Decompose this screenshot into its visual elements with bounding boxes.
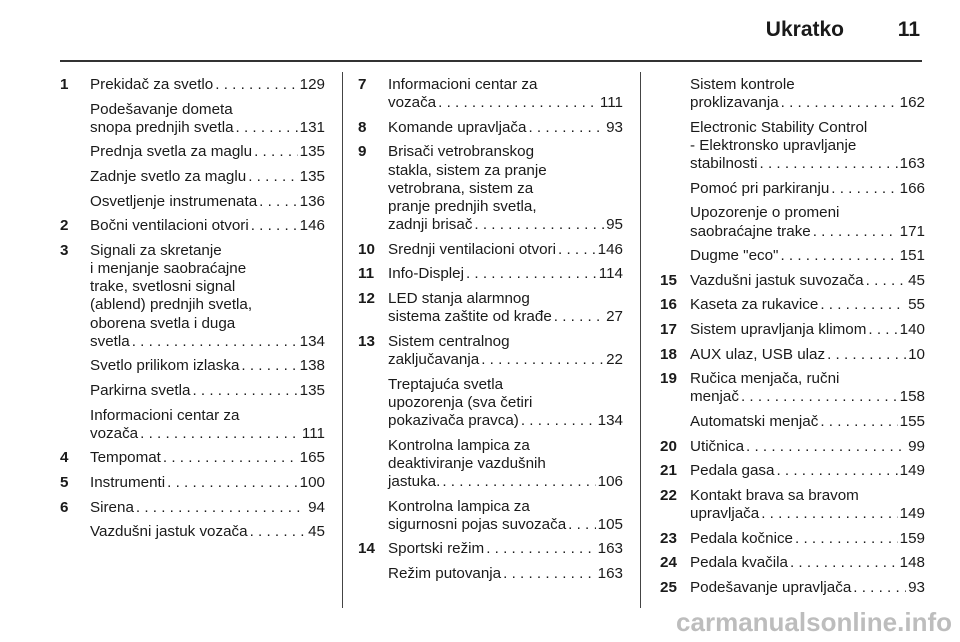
entry-text: Signali za skretanje	[90, 241, 222, 259]
entry-text: trake, svetlosni signal	[90, 278, 236, 296]
index-entry[interactable]	[660, 180, 925, 198]
page-reference[interactable]: 134	[299, 332, 325, 350]
index-column-1	[60, 76, 325, 548]
page-reference[interactable]: 146	[597, 240, 623, 258]
index-entry[interactable]	[660, 76, 925, 112]
entry-text: snopa prednjih svetla	[90, 118, 234, 136]
dot-leader	[132, 333, 298, 351]
section-title: Ukratko	[765, 18, 844, 41]
item-number: 19	[660, 370, 677, 388]
index-entry[interactable]	[60, 523, 325, 541]
index-entry[interactable]	[60, 193, 325, 211]
dot-leader	[866, 272, 906, 290]
page-reference[interactable]: 22	[606, 350, 623, 368]
entry-text: Zadnje svetlo za maglu	[90, 167, 247, 185]
entry-text: Vazdušni jastuk suvozača	[690, 271, 864, 289]
page-reference[interactable]: 135	[299, 167, 325, 185]
page-reference[interactable]: 114	[598, 265, 623, 283]
index-entry[interactable]	[358, 333, 623, 369]
entry-text: stabilnosti	[690, 155, 758, 173]
item-number: 13	[358, 332, 375, 350]
dot-leader	[254, 143, 298, 161]
dot-leader	[558, 241, 596, 259]
item-number: 11	[358, 265, 375, 283]
page-reference[interactable]: 163	[597, 564, 623, 582]
page-number: 11	[897, 18, 920, 41]
dot-leader	[528, 119, 604, 137]
entry-text: Vazdušni jastuk vozača	[90, 523, 248, 541]
index-entry[interactable]	[660, 296, 925, 314]
page-reference[interactable]: 94	[308, 498, 325, 516]
entry-text: stakla, sistem za pranje	[388, 161, 547, 179]
item-number: 5	[60, 473, 69, 491]
dot-leader	[827, 346, 906, 364]
dot-leader	[853, 579, 906, 597]
index-entry[interactable]	[358, 290, 623, 326]
page-reference[interactable]: 134	[597, 411, 623, 429]
page-reference[interactable]: 148	[899, 554, 925, 572]
entry-text: Sirena	[90, 498, 134, 516]
entry-text: AUX ulaz, USB ulaz	[690, 345, 826, 363]
page-reference[interactable]: 155	[899, 412, 925, 430]
page-header	[0, 18, 960, 48]
dot-leader	[236, 119, 298, 137]
dot-leader	[780, 247, 897, 265]
item-number: 4	[60, 449, 69, 467]
index-entry[interactable]	[660, 204, 925, 240]
entry-text: Kaseta za rukavice	[690, 296, 819, 314]
dot-leader	[136, 499, 306, 517]
page-reference[interactable]: 27	[606, 308, 623, 326]
entry-text: jastuka.	[388, 472, 441, 490]
entry-text: vetrobrana, sistem za	[388, 179, 534, 197]
page-reference[interactable]: 111	[301, 424, 325, 442]
index-entry[interactable]	[60, 143, 325, 161]
entry-text: Komande upravljača	[388, 118, 527, 136]
page-reference[interactable]: 111	[599, 94, 623, 112]
item-number: 8	[358, 118, 367, 136]
page-reference[interactable]: 10	[908, 345, 925, 363]
dot-leader	[140, 425, 300, 443]
entry-text: pokazivača pravca)	[388, 411, 519, 429]
item-number: 14	[358, 540, 375, 558]
entry-text: Pedala kvačila	[690, 554, 788, 572]
index-entry[interactable]	[60, 499, 325, 517]
item-number: 10	[358, 240, 375, 258]
entry-text: Brisači vetrobranskog	[388, 143, 535, 161]
column-divider	[640, 72, 641, 608]
item-number: 12	[358, 289, 375, 307]
dot-leader	[442, 473, 595, 491]
dot-leader	[761, 505, 897, 523]
index-column-3	[660, 76, 925, 603]
entry-text: (ablend) prednjih svetla,	[90, 296, 253, 314]
index-entry[interactable]	[660, 487, 925, 523]
index-entry[interactable]	[660, 530, 925, 548]
entry-text: Treptajuća svetla	[388, 375, 504, 393]
entry-text: Prekidač za svetlo	[90, 76, 214, 93]
index-entry[interactable]	[660, 438, 925, 456]
dot-leader	[831, 180, 897, 198]
page-reference[interactable]: 163	[899, 155, 925, 173]
index-entry[interactable]	[660, 554, 925, 572]
entry-text: Parkirna svetla	[90, 381, 191, 399]
dot-leader	[466, 265, 597, 283]
index-entry[interactable]	[60, 242, 325, 351]
entry-text: Pedala kočnice	[690, 529, 794, 547]
header-rule	[60, 60, 922, 62]
dot-leader	[746, 438, 906, 456]
page-reference[interactable]: 163	[597, 540, 623, 558]
page-reference[interactable]: 149	[899, 462, 925, 480]
page-reference[interactable]: 158	[899, 388, 925, 406]
index-entry[interactable]	[358, 76, 623, 112]
page-reference[interactable]: 55	[908, 296, 925, 314]
page-reference[interactable]: 151	[899, 247, 925, 265]
page-reference[interactable]: 45	[908, 271, 925, 289]
index-entry[interactable]	[660, 370, 925, 406]
entry-text: Osvetljenje instrumenata	[90, 192, 258, 210]
index-entry[interactable]	[358, 119, 623, 137]
item-number: 2	[60, 217, 69, 235]
entry-text: Podešavanje dometa	[90, 100, 233, 118]
index-entry[interactable]	[660, 413, 925, 431]
entry-text: Svetlo prilikom izlaska	[90, 357, 240, 375]
entry-text: svetla	[90, 332, 130, 350]
entry-text: upravljača	[690, 504, 760, 522]
index-entry[interactable]	[358, 143, 623, 234]
entry-text: menjač	[690, 388, 739, 406]
index-entry[interactable]	[60, 382, 325, 400]
dot-leader	[241, 357, 297, 375]
item-number: 9	[358, 143, 367, 161]
index-entry[interactable]	[660, 119, 925, 174]
index-column-2	[358, 76, 623, 590]
entry-text: Srednji ventilacioni otvori	[388, 240, 556, 258]
index-entry[interactable]	[60, 407, 325, 443]
watermark: carmanualsonline.info	[676, 607, 952, 637]
dot-leader	[503, 565, 596, 583]
page-reference[interactable]: 135	[299, 143, 325, 161]
dot-leader	[820, 296, 906, 314]
page-reference[interactable]: 100	[299, 473, 325, 491]
index-entry[interactable]	[660, 321, 925, 339]
item-number: 6	[60, 498, 69, 516]
page-reference[interactable]: 136	[299, 192, 325, 210]
page-reference[interactable]: 146	[299, 217, 325, 235]
entry-text: Sistem upravljanja klimom	[690, 320, 867, 338]
index-entry[interactable]	[358, 540, 623, 558]
page-reference[interactable]: 106	[597, 472, 623, 490]
page-reference[interactable]: 95	[606, 216, 623, 234]
entry-text: Automatski menjač	[690, 412, 819, 430]
index-entry[interactable]	[60, 449, 325, 467]
entry-text: LED stanja alarmnog	[388, 289, 530, 307]
entry-text: Bočni ventilacioni otvori	[90, 217, 249, 235]
entry-text: deaktiviranje vazdušnih	[388, 454, 546, 472]
item-number: 18	[660, 345, 677, 363]
index-entry[interactable]	[358, 376, 623, 431]
dot-leader	[795, 530, 898, 548]
item-number: 24	[660, 554, 677, 572]
entry-text: vozača	[388, 94, 437, 112]
dot-leader	[741, 388, 898, 406]
index-entry[interactable]	[660, 247, 925, 265]
item-number: 22	[660, 486, 677, 504]
entry-text: oborena svetla i duga	[90, 314, 236, 332]
page-reference[interactable]: 131	[299, 118, 325, 136]
item-number: 25	[660, 578, 677, 596]
page-reference[interactable]: 165	[299, 449, 325, 467]
entry-text: Info-Displej	[388, 265, 464, 283]
item-number: 17	[660, 320, 677, 338]
item-number: 1	[60, 76, 69, 93]
entry-text: Tempomat	[90, 449, 161, 467]
item-number: 16	[660, 296, 677, 314]
item-number: 21	[660, 462, 677, 480]
item-number: 3	[60, 241, 69, 259]
index-entry[interactable]	[60, 168, 325, 186]
item-number: 7	[358, 76, 367, 93]
dot-leader	[251, 217, 298, 235]
dot-leader	[781, 94, 898, 112]
entry-text: Electronic Stability Control	[690, 118, 868, 136]
dot-leader	[163, 449, 298, 467]
index-entry[interactable]	[60, 76, 325, 94]
page-reference[interactable]: 99	[908, 437, 925, 455]
dot-leader	[248, 168, 297, 186]
entry-text: zadnji brisač	[388, 216, 473, 234]
index-entry[interactable]	[358, 565, 623, 583]
index-entry[interactable]	[660, 272, 925, 290]
page-reference[interactable]: 105	[597, 515, 623, 533]
entry-text: saobraćajne trake	[690, 222, 811, 240]
entry-text: Utičnica	[690, 437, 745, 455]
entry-text: Dugme "eco"	[690, 247, 779, 265]
entry-text: Sportski režim	[388, 540, 485, 558]
page-reference[interactable]: 129	[299, 76, 325, 93]
entry-text: vozača	[90, 424, 139, 442]
page-reference[interactable]: 93	[908, 578, 925, 596]
entry-text: sigurnosni pojas suvozača	[388, 515, 567, 533]
dot-leader	[820, 413, 897, 431]
entry-text: Pomoć pri parkiranju	[690, 179, 830, 197]
dot-leader	[813, 223, 898, 241]
index-entry[interactable]	[60, 101, 325, 137]
entry-text: Kontrolna lampica za	[388, 497, 530, 515]
index-entry[interactable]	[358, 498, 623, 534]
entry-text: Podešavanje upravljača	[690, 578, 852, 596]
entry-text: Kontrolna lampica za	[388, 436, 530, 454]
page-reference[interactable]: 135	[299, 381, 325, 399]
entry-text: Sistem centralnog	[388, 332, 510, 350]
page-reference[interactable]: 166	[899, 179, 925, 197]
column-divider	[342, 72, 343, 608]
index-entry[interactable]	[60, 474, 325, 492]
item-number: 23	[660, 529, 677, 547]
index-entry[interactable]	[358, 241, 623, 259]
entry-text: sistema zaštite od krađe	[388, 308, 552, 326]
entry-text: i menjanje saobraćajne	[90, 259, 247, 277]
index-entry[interactable]	[60, 357, 325, 375]
item-number: 20	[660, 437, 677, 455]
entry-text: pranje prednjih svetla,	[388, 198, 537, 215]
index-entry[interactable]	[660, 462, 925, 480]
entry-text: Upozorenje o promeni	[690, 204, 840, 222]
dot-leader	[760, 155, 898, 173]
page-reference[interactable]: 171	[899, 222, 925, 240]
page-reference[interactable]: 140	[899, 320, 925, 338]
index-entry[interactable]	[660, 579, 925, 597]
index-entry[interactable]	[358, 437, 623, 492]
entry-text: zaključavanja	[388, 350, 480, 368]
entry-text: Pedala gasa	[690, 462, 775, 480]
index-entry[interactable]	[60, 217, 325, 235]
entry-text: Ručica menjača, ručni	[690, 370, 840, 388]
dot-leader	[486, 540, 595, 558]
entry-text: Instrumenti	[90, 473, 166, 491]
dot-leader	[259, 193, 298, 211]
page-reference[interactable]: 45	[308, 523, 325, 541]
page-reference[interactable]: 162	[899, 94, 925, 112]
dot-leader	[438, 94, 598, 112]
page-reference[interactable]: 93	[606, 118, 623, 136]
entry-text: Sistem kontrole	[690, 76, 795, 93]
dot-leader	[521, 412, 596, 430]
dot-leader	[568, 516, 596, 534]
entry-text: Režim putovanja	[388, 564, 502, 582]
index-entry[interactable]	[358, 265, 623, 283]
entry-text: proklizavanja	[690, 94, 779, 112]
dot-leader	[790, 554, 898, 572]
entry-text: Informacioni centar za	[90, 406, 240, 424]
page-reference[interactable]: 149	[899, 504, 925, 522]
dot-leader	[481, 351, 604, 369]
page-reference[interactable]: 138	[299, 357, 325, 375]
entry-text: upozorenja (sva četiri	[388, 393, 533, 411]
dot-leader	[167, 474, 298, 492]
entry-text: Informacioni centar za	[388, 76, 538, 93]
index-entry[interactable]	[660, 346, 925, 364]
dot-leader	[192, 382, 297, 400]
dot-leader	[474, 216, 604, 234]
dot-leader	[250, 523, 307, 541]
entry-text: - Elektronsko upravljanje	[690, 137, 857, 154]
entry-text: Prednja svetla za maglu	[90, 143, 253, 161]
dot-leader	[776, 462, 897, 480]
dot-leader	[554, 308, 604, 326]
dot-leader	[868, 321, 897, 339]
item-number: 15	[660, 271, 677, 289]
dot-leader	[215, 76, 297, 94]
entry-text: Kontakt brava sa bravom	[690, 486, 859, 504]
page-reference[interactable]: 159	[899, 529, 925, 547]
